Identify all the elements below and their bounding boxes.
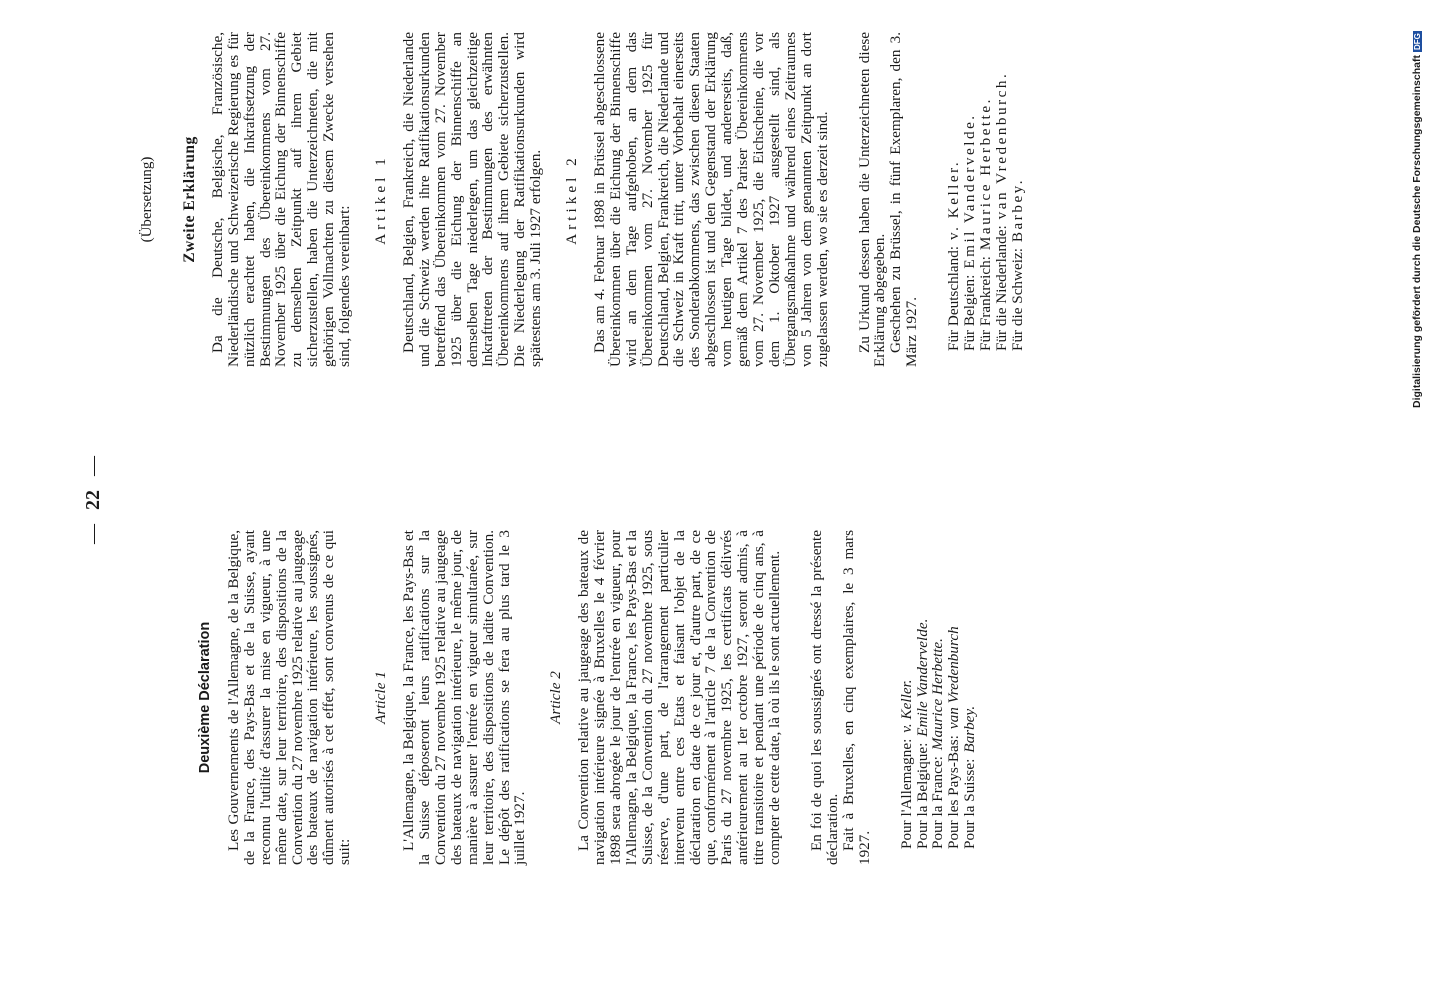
german-article1-text: Deutschland, Belgien, Frankreich, die Niederlande und die Schweiz werden ihre Ratifikationsurkunden betreffend das Übereinkommen vom 27. November 1925 über die Eichung der Binnenschiffe an demselben Tage niederlegen, um das gleichzeitige Inkrafttreten der Bestimmungen des erwähnten Übereinkommens auf ihrem Gebiete sicherzustellen. Die Niederlegung der Ratifikationsurkunden wird spätestens am 3. Juli 1927 erfolgen. bbox=[399, 32, 545, 367]
signature-label: Pour les Pays-Bas: bbox=[945, 735, 963, 849]
french-article1-heading: Article 1 bbox=[372, 671, 390, 724]
signature-line bbox=[899, 530, 915, 849]
german-column bbox=[140, 32, 1026, 367]
signature-label: Für die Niederlande: bbox=[992, 225, 1010, 351]
signature-line bbox=[994, 32, 1010, 351]
digitization-note-text: Digitalisierung gefördert durch die Deutsche Forschungsgemeinschaft bbox=[1411, 55, 1423, 408]
french-article2-heading: Article 2 bbox=[547, 671, 565, 724]
page-number-value: 22 bbox=[82, 490, 104, 510]
german-closing-2: Geschehen zu Brüssel, in fünf Exemplaren, den 3. März 1927. bbox=[887, 32, 921, 367]
german-signatures bbox=[946, 32, 1026, 367]
german-intro: Da die Deutsche, Belgische, Französische, Niederländische und Schweizerische Regierung es für nützlich erachtet haben, die Inkraftsetzung der Bestimmungen des Übereinkommens vom 27. November 1925 über die Eichung der Binnenschiffe zu demselben Zeitpunkt auf ihrem Gebiet sicherzustellen, haben die Unterzeichneten, die mit gehörigen Vollmachten zu diesem Zwecke versehen sind, folgendes vereinbart: bbox=[208, 32, 354, 367]
signature-label: Pour la Suisse: bbox=[961, 758, 979, 849]
signature-label: Für Belgien: bbox=[961, 274, 979, 351]
signature-name: Emile Vandervelde. bbox=[913, 618, 931, 737]
signature-line bbox=[962, 32, 978, 351]
signature-name: v. Keller. bbox=[897, 679, 915, 733]
signature-name: van Vredenburch bbox=[945, 626, 963, 730]
signature-name: Maurice Herbette. bbox=[929, 638, 947, 751]
page-number-dash-right: — bbox=[82, 456, 104, 476]
german-article1-heading: Artikel 1 bbox=[371, 154, 389, 245]
french-article2-text: La Convention relative au jaugeage des bateaux de navigation intérieure signée à Bruxelles le 4 février 1898 sera abrogée le jour de l'entrée en vigueur, pour l'Allemagne, la Belgique, la France, les Pays-Bas et la Suisse, de la Convention du 27 novembre 1925, sous réserve, d'une part, de l'arrangement particulier intervenu entre ces Etats et faisant l'objet de la déclaration en date de ce jour et, d'autre part, de ce que, conformément à l'article 7 de la Convention de Paris du 27 novembre 1925, les certificats délivrés antérieurement au 1er octobre 1927, seront admis, à titre transitoire et pendant une période de cinq ans, à compter de cette date, là où ils le sont actuellement. bbox=[575, 530, 784, 865]
french-article1-text: L'Allemagne, la Belgique, la France, les Pays-Bas et la Suisse déposeront leurs ratifications sur la Convention du 27 novembre 1925 relative au jaugeage des bateaux de navigation intérieure, le même jour, de manière à assurer l'entrée en vigueur simultanée, sur leur territoire, des dispositions de ladite Convention. Le dépôt des ratifications se fera au plus tard le 3 juillet 1927. bbox=[400, 530, 529, 865]
french-closing-1: En foi de quoi les soussignés ont dressé la présente déclaration. bbox=[808, 530, 841, 865]
german-article2-text: Das am 4. Februar 1898 in Brüssel abgeschlossene Übereinkommen über die Eichung der Binnenschiffe wird an dem Tage aufgehoben, an dem das Übereinkommen vom 27. November 1925 für Deutschland, Belgien, Frankreich, die Niederlande und die Schweiz in Kraft tritt, unter Vorbehalt einerseits des Sonderabkommens, das zwischen diesen Staaten abgeschlossen ist und den Gegenstand der Erklärung vom heutigen Tage bildet, und andererseits, daß, gemäß dem Artikel 7 des Pariser Übereinkommens vom 27. November 1925, die Eichscheine, die vor dem 1. Oktober 1927 ausgestellt sind, als Übergangsmaßnahme und während eines Zeitraumes von 5 Jahren von dem genannten Zeitpunkt an dort zugelassen werden, wo sie es derzeit sind. bbox=[590, 32, 831, 367]
french-closing-2: Fait à Bruxelles, en cinq exemplaires, le 3 mars 1927. bbox=[839, 530, 873, 865]
french-title: Deuxième Déclaration bbox=[197, 621, 213, 774]
signature-line bbox=[915, 530, 931, 849]
signature-label: Pour l'Allemagne: bbox=[897, 738, 915, 849]
dfg-logo: DFG bbox=[1412, 33, 1422, 51]
page-number-dash-left: — bbox=[82, 524, 104, 544]
signature-name: Maurice Herbette. bbox=[976, 97, 994, 251]
french-intro: Les Gouvernements de l'Allemagne, de la Belgique, de la France, des Pays-Bas et de la Suisse, ayant reconnu l'utilité d'assurer la mise en vigueur, à une même date, sur leur territoire, des dispositions de la Convention du 27 novembre 1925 relative au jaugeage des bateaux de navigation intérieure, les soussignés, dûment autorisés à cet effet, sont convenus de ce qui suit: bbox=[224, 530, 354, 865]
german-subtitle: (Übersetzung) bbox=[139, 156, 155, 243]
german-article2-heading: Artikel 2 bbox=[563, 154, 581, 245]
german-title: Zweite Erklärung bbox=[180, 136, 198, 263]
signature-label: Pour la France: bbox=[929, 756, 947, 849]
signature-label: Für die Schweiz: bbox=[1008, 248, 1026, 351]
signature-label: Für Deutschland: bbox=[945, 245, 963, 351]
signature-line bbox=[946, 530, 962, 849]
page-number bbox=[82, 0, 105, 1000]
signature-name: van Vredenburch. bbox=[992, 71, 1010, 220]
signature-line bbox=[962, 530, 978, 849]
signature-line bbox=[946, 32, 962, 351]
german-closing-1: Zu Urkund dessen haben die Unterzeichneten diese Erklärung abgegeben. bbox=[855, 32, 889, 367]
digitization-note bbox=[1411, 0, 1423, 1000]
signature-line bbox=[978, 32, 994, 351]
french-column bbox=[198, 530, 978, 865]
signature-label: Pour la Belgique: bbox=[913, 742, 931, 849]
signature-name: v. Keller. bbox=[945, 159, 963, 240]
signature-line bbox=[1010, 32, 1026, 351]
signature-label: Für Frankreich: bbox=[976, 256, 994, 351]
signature-name: Emil Vandervelde. bbox=[961, 113, 979, 269]
signature-line bbox=[930, 530, 946, 849]
signature-name: Barbey. bbox=[1008, 177, 1026, 243]
signature-name: Barbey. bbox=[961, 705, 979, 753]
french-signatures bbox=[899, 530, 979, 865]
